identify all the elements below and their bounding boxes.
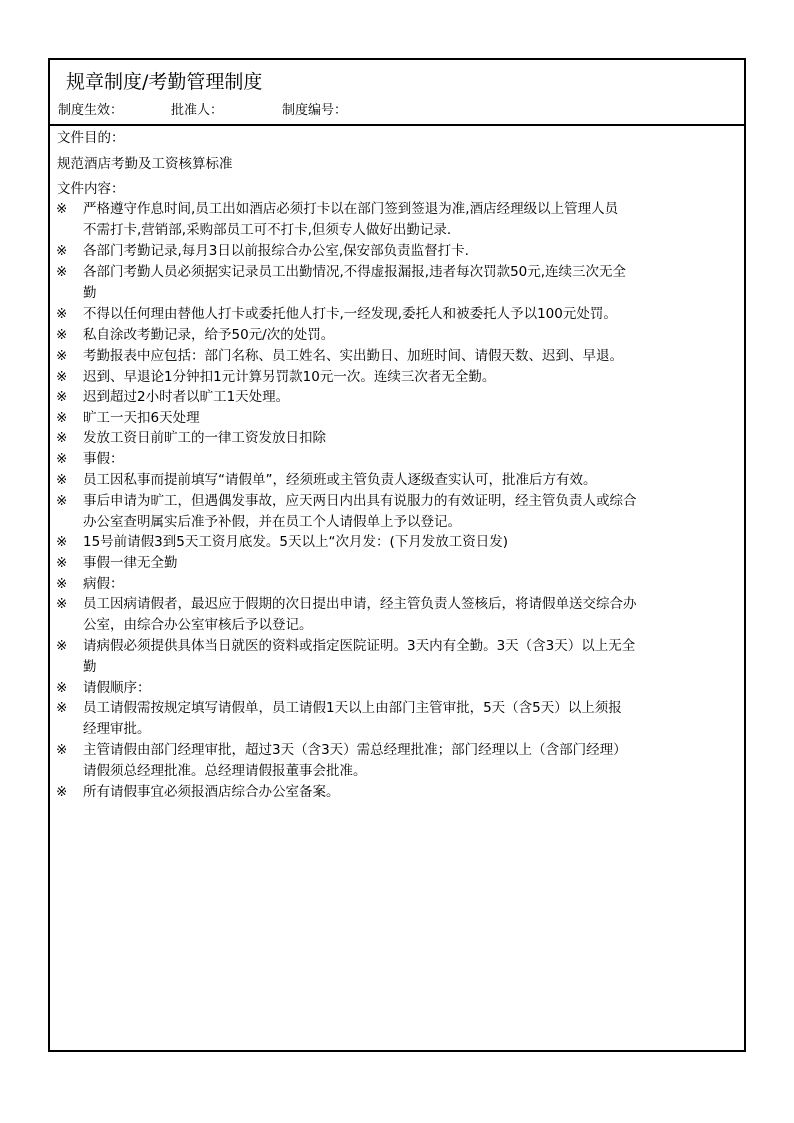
item-text: 旷工一天扣6天处理 (83, 410, 200, 426)
list-item (56, 698, 740, 739)
item-text: 事后申请为旷工，但遇偶发事故，应天两日内出具有说服力的有效证明，经主管负责人或综合 办公室查明属实后准予补假，并在员工个人请假单上予以登记。 (83, 493, 637, 530)
bullet-mark: ※ (56, 201, 68, 217)
item-text: 员工因病请假者，最迟应于假期的次日提出申请，经主管负责人签核后，将请假单送交综合办 公室，由综合办公室审核后予以登记。 (83, 596, 637, 633)
list-item (56, 199, 740, 240)
item-text: 15号前请假3到5天工资月底发。5天以上“次月发：(下月发放工资日发) (83, 534, 508, 550)
item-text: 各部门考勤人员必须据实记录员工出勤情况,不得虚报漏报,违者每次罚款50元,连续三次无全 勤 (83, 264, 627, 301)
bullet-mark: ※ (56, 306, 68, 322)
item-text: 事假一律无全勤 (83, 555, 178, 571)
bullet-mark: ※ (56, 389, 68, 405)
list-item (56, 241, 740, 262)
list-item (56, 678, 740, 699)
bullet-mark: ※ (56, 555, 68, 571)
list-item (56, 532, 740, 553)
list-item (56, 594, 740, 635)
item-text: 员工请假需按规定填写请假单，员工请假1天以上由部门主管审批，5天（含5天）以上须报 经理审批。 (83, 700, 622, 737)
bullet-mark: ※ (56, 596, 68, 612)
item-text: 发放工资日前旷工的一律工资发放日扣除 (83, 430, 326, 446)
item-text: 主管请假由部门经理审批，超过3天（含3天）需总经理批准；部门经理以上（含部门经理） 请假须总经理批准。总经理请假报董事会批准。 (83, 742, 627, 779)
item-text: 考勤报表中应包括：部门名称、员工姓名、实出勤日、加班时间、请假天数、迟到、早退。 (83, 348, 623, 364)
item-text: 病假： (83, 576, 124, 592)
list-item (56, 449, 740, 470)
list-item (56, 553, 740, 574)
list-item (56, 325, 740, 346)
bullet-mark: ※ (56, 472, 68, 488)
bullet-mark: ※ (56, 243, 68, 259)
list-item (56, 740, 740, 781)
list-item (56, 346, 740, 367)
list-item (56, 491, 740, 532)
purpose-text: 规范酒店考勤及工资核算标准 (57, 156, 233, 172)
list-item (56, 636, 740, 677)
bullet-mark: ※ (56, 369, 68, 385)
bullet-mark: ※ (56, 348, 68, 364)
list-item (56, 782, 740, 803)
bullet-mark: ※ (56, 784, 68, 800)
item-text: 员工因私事而提前填写“请假单”，经须班或主管负责人逐级查实认可，批准后方有效。 (83, 472, 597, 488)
list-item (56, 367, 740, 388)
item-text: 不得以任何理由替他人打卡或委托他人打卡,一经发现,委托人和被委托人予以100元处罚。 (83, 306, 617, 322)
bullet-mark: ※ (56, 742, 68, 758)
list-item (56, 408, 740, 429)
purpose-label: 文件目的： (57, 130, 125, 146)
item-text: 所有请假事宜必须报酒店综合办公室备案。 (83, 784, 340, 800)
list-item (56, 470, 740, 491)
bullet-mark: ※ (56, 430, 68, 446)
bullet-mark: ※ (56, 534, 68, 550)
title-row (50, 60, 744, 96)
item-text: 迟到、早退论1分钟扣1元计算另罚款10元一次。连续三次者无全勤。 (83, 369, 496, 385)
effective-date-label: 制度生效： (58, 103, 124, 118)
bullet-mark: ※ (56, 493, 68, 509)
bullet-mark: ※ (56, 410, 68, 426)
bullet-mark: ※ (56, 264, 68, 280)
bullet-mark: ※ (56, 680, 68, 696)
item-text: 迟到超过2小时者以旷工1天处理。 (83, 389, 290, 405)
item-text: 各部门考勤记录,每月3日以前报综合办公室,保安部负责监督打卡. (83, 243, 469, 259)
item-text: 私自涂改考勤记录，给予50元/次的处罚。 (83, 327, 335, 343)
list-item (56, 262, 740, 303)
list-item (56, 304, 740, 325)
document-frame (48, 58, 746, 1052)
document-number-label: 制度编号： (282, 103, 348, 118)
list-item (56, 428, 740, 449)
list-item (56, 574, 740, 595)
meta-row (50, 96, 744, 126)
content-label: 文件内容： (57, 181, 125, 197)
document-title: 规章制度/考勤管理制度 (66, 71, 263, 93)
item-text: 请病假必须提供具体当日就医的资料或指定医院证明。3天内有全勤。3天（含3天）以上无全 勤 (83, 638, 636, 675)
list-item (56, 387, 740, 408)
bullet-mark: ※ (56, 451, 68, 467)
bullet-mark: ※ (56, 638, 68, 654)
item-text: 严格遵守作息时间,员工出如酒店必须打卡以在部门签到签退为准,酒店经理级以上管理人员 不需打卡,营销部,采购部员工可不打卡,但须专人做好出勤记录. (83, 201, 619, 238)
approver-label: 批准人： (171, 103, 224, 118)
item-text: 事假： (83, 451, 124, 467)
bullet-mark: ※ (56, 576, 68, 592)
bullet-mark: ※ (56, 327, 68, 343)
item-text: 请假顺序： (83, 680, 151, 696)
bullet-mark: ※ (56, 700, 68, 716)
